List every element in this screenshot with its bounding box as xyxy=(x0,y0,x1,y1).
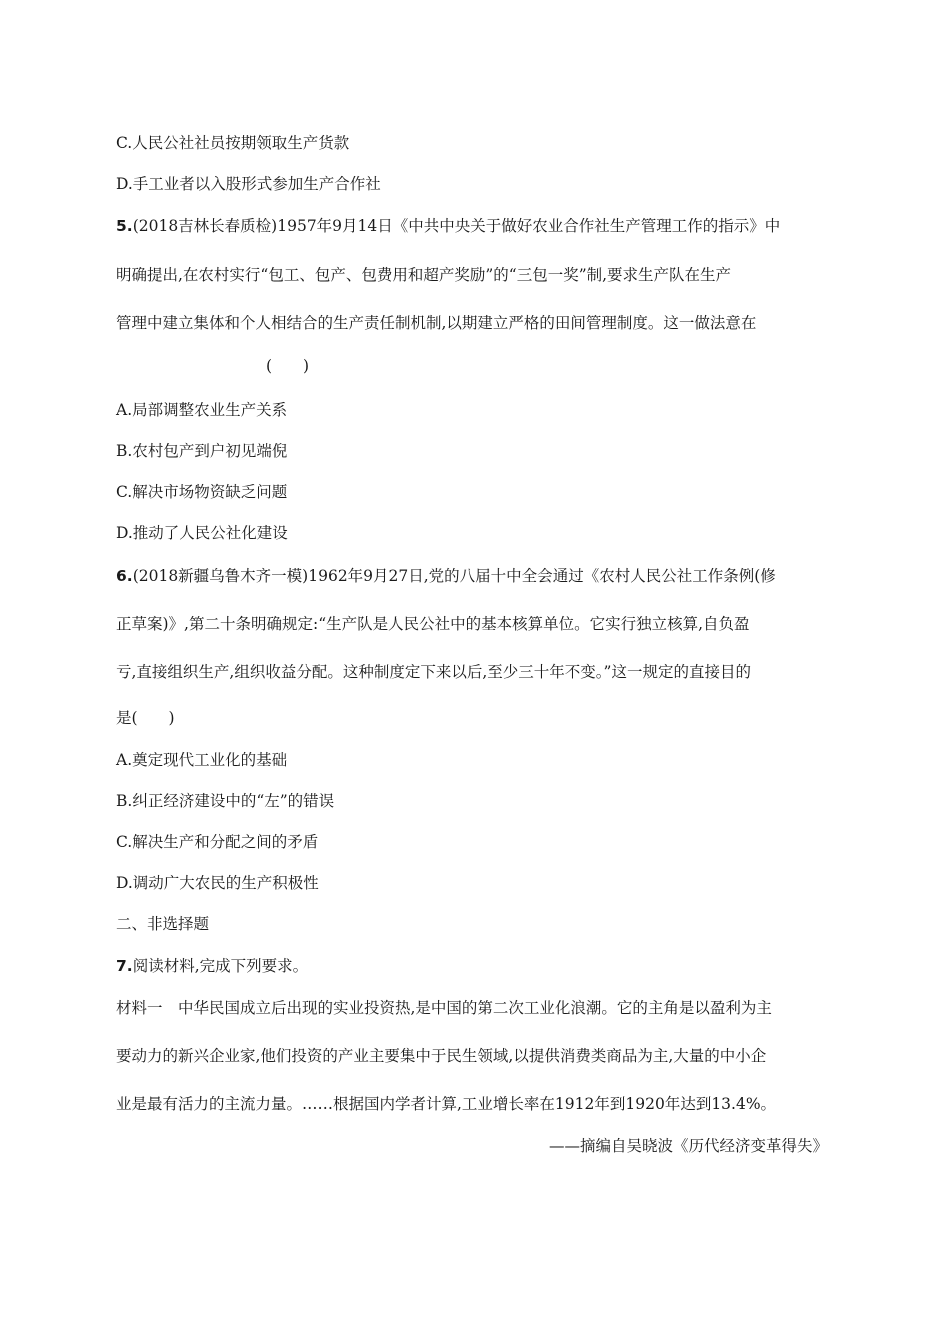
q5-stem-line-3: 管理中建立集体和个人相结合的生产责任制机制,以期建立严格的田间管理制度。这一做法意在 xyxy=(116,314,757,332)
q6-stem-line-2: 正草案)》,第二十条明确规定:“生产队是人民公社中的基本核算单位。它实行独立核算,自负盈 xyxy=(116,615,750,633)
q6-stem-text-1: (2018新疆乌鲁木齐一模)1962年9月27日,党的八届十中全会通过《农村人民公社工作条例(修 xyxy=(132,567,776,585)
q7-prompt: 阅读材料,完成下列要求。 xyxy=(132,957,309,975)
q6-stem-line-4: 是( ) xyxy=(116,709,175,727)
q7-material-line-2: 要动力的新兴企业家,他们投资的产业主要集中于民生领域,以提供消费类商品为主,大量的中小企 xyxy=(116,1047,767,1065)
q7-material-line-3: 业是最有活力的主流力量。……根据国内学者计算,工业增长率在1912年到1920年达到13.4%。 xyxy=(116,1095,777,1113)
q5-answer-paren: ( ) xyxy=(266,357,310,375)
q5-option-a: A.局部调整农业生产关系 xyxy=(116,401,288,419)
q4-option-c: C.人民公社社员按期领取生产货款 xyxy=(116,134,350,152)
q6-option-c: C.解决生产和分配之间的矛盾 xyxy=(116,833,319,851)
q5-stem-text-1: (2018吉林长春质检)1957年9月14日《中共中央关于做好农业合作社生产管理工作的指示》中 xyxy=(132,217,781,235)
q6-number: 6. xyxy=(116,567,133,585)
q6-option-d: D.调动广大农民的生产积极性 xyxy=(116,874,319,892)
q5-option-b: B.农村包产到户初见端倪 xyxy=(116,442,288,460)
q7-number: 7. xyxy=(116,957,133,975)
q7-prompt-line xyxy=(116,956,308,976)
q5-stem-line-1 xyxy=(116,216,780,236)
q6-option-b: B.纠正经济建设中的“左”的错误 xyxy=(116,792,335,810)
q5-option-d: D.推动了人民公社化建设 xyxy=(116,524,288,542)
q5-stem-line-2: 明确提出,在农村实行“包工、包产、包费用和超产奖励”的“三包一奖”制,要求生产队在生产 xyxy=(116,266,732,284)
q5-option-c: C.解决市场物资缺乏问题 xyxy=(116,483,288,501)
q6-option-a: A.奠定现代工业化的基础 xyxy=(116,751,288,769)
q6-stem-line-1 xyxy=(116,566,776,586)
q7-material-line-1: 材料一 中华民国成立后出现的实业投资热,是中国的第二次工业化浪潮。它的主角是以盈利为主 xyxy=(116,999,772,1017)
q4-option-d: D.手工业者以入股形式参加生产合作社 xyxy=(116,175,381,193)
section-heading: 二、非选择题 xyxy=(116,915,210,933)
q7-source-citation: ——摘编自吴晓波《历代经济变革得失》 xyxy=(548,1137,828,1155)
q6-stem-line-3: 亏,直接组织生产,组织收益分配。这种制度定下来以后,至少三十年不变。”这一规定的直接目的 xyxy=(116,663,751,681)
q5-number: 5. xyxy=(116,217,133,235)
